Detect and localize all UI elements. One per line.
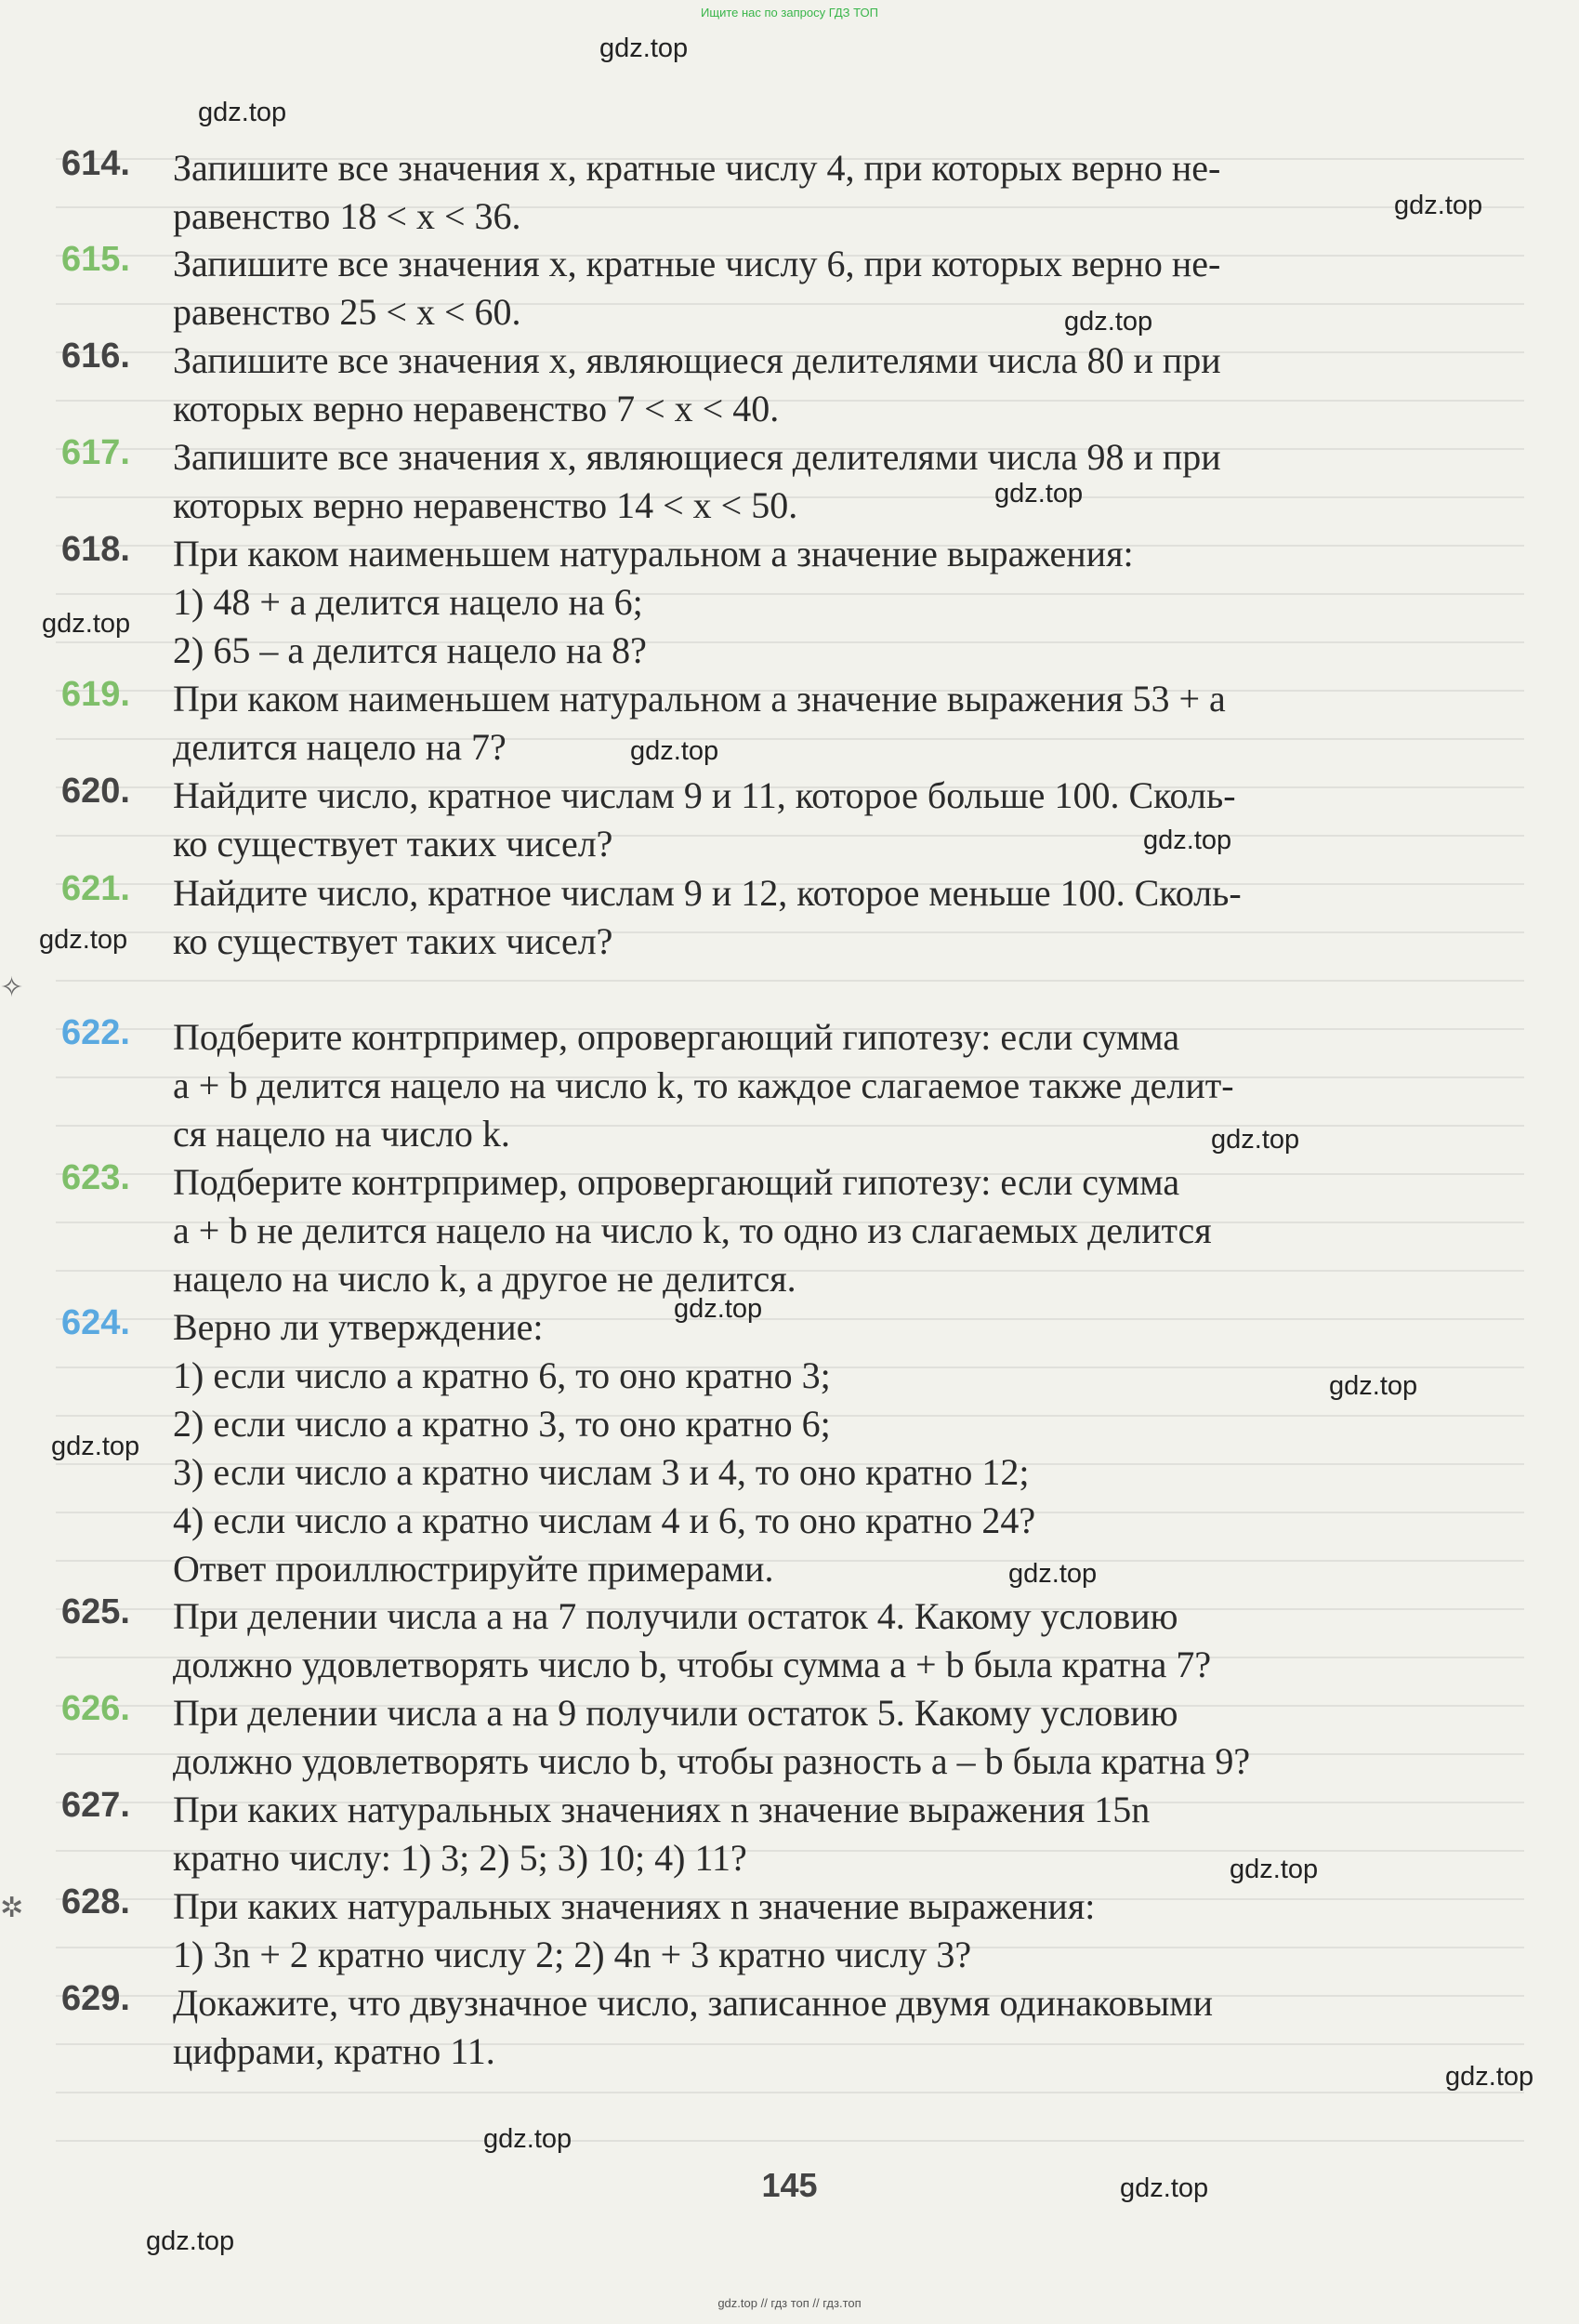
problem-text-line: 4) если число a кратно числам 4 и 6, то оно кратно 24? <box>173 1499 1036 1541</box>
problem-item <box>61 1303 1520 1593</box>
problem-text-line: Верно ли утверждение: <box>173 1306 544 1348</box>
problem-number: 619. <box>61 675 130 714</box>
problem-number: 629. <box>61 1979 130 2018</box>
problem-text-line: которых верно неравенство 7 < x < 40. <box>173 388 780 429</box>
problem-text-line: нацело на число k, а другое не делится. <box>173 1258 796 1300</box>
bottom-banner: gdz.top // гдз топ // гдз.топ <box>717 2296 862 2310</box>
watermark: gdz.top <box>1064 307 1153 337</box>
problem-text-line: ся нацело на число k. <box>173 1113 510 1155</box>
problem-text-line: Докажите, что двузначное число, записанное двумя одинаковыми <box>173 1982 1214 2024</box>
watermark: gdz.top <box>674 1294 763 1324</box>
watermark: gdz.top <box>483 2124 572 2154</box>
problem-number: 620. <box>61 772 130 811</box>
problem-text-line: При каких натуральных значениях n значение выражения: <box>173 1885 1096 1927</box>
problem-text-line: Запишите все значения x, являющиеся делителями числа 98 и при <box>173 436 1221 478</box>
problem-text-line: 3) если число a кратно числам 3 и 4, то оно кратно 12; <box>173 1451 1030 1493</box>
problem-item <box>61 433 1520 530</box>
problem-item <box>61 675 1520 772</box>
watermark: gdz.top <box>1230 1855 1319 1884</box>
watermark: gdz.top <box>51 1432 140 1461</box>
problem-text-line: Ответ проиллюстрируйте примерами. <box>173 1548 774 1590</box>
watermark: gdz.top <box>146 2226 235 2256</box>
problem-item <box>61 772 1520 868</box>
problem-number: 618. <box>61 530 130 569</box>
problem-item <box>61 1158 1520 1303</box>
watermark: gdz.top <box>1445 2062 1534 2092</box>
problem-number: 622. <box>61 1013 130 1052</box>
problem-number: 628. <box>61 1882 130 1921</box>
watermark: gdz.top <box>39 925 128 955</box>
watermark: gdz.top <box>599 33 689 63</box>
problem-item <box>61 1979 1520 2076</box>
problem-text-line: 1) 48 + a делится нацело на 6; <box>173 581 643 623</box>
problem-text-line: Запишите все значения x, кратные числу 6, при которых верно не- <box>173 243 1221 284</box>
watermark: gdz.top <box>1143 825 1232 855</box>
problem-text-line: цифрами, кратно 11. <box>173 2030 495 2072</box>
problem-text-line: должно удовлетворять число b, чтобы сумма a + b была кратна 7? <box>173 1644 1212 1685</box>
problem-text-line: При каком наименьшем натуральном a значение выражения: <box>173 533 1134 574</box>
problem-text-line: кратно числу: 1) 3; 2) 5; 3) 10; 4) 11? <box>173 1837 747 1879</box>
page-number: 145 <box>761 2166 818 2204</box>
margin-mark-1: ✧ <box>0 971 24 1004</box>
problem-text-line: Запишите все значения x, являющиеся делителями числа 80 и при <box>173 339 1221 381</box>
watermark: gdz.top <box>1120 2173 1209 2203</box>
watermark: gdz.top <box>630 736 719 766</box>
problem-text-line: Найдите число, кратное числам 9 и 11, которое больше 100. Сколь- <box>173 774 1236 816</box>
problem-number: 614. <box>61 144 130 183</box>
top-banner: Ищите нас по запросу ГДЗ ТОП <box>701 6 878 20</box>
problem-text-line: 1) если число a кратно 6, то оно кратно 3; <box>173 1354 831 1396</box>
problem-item <box>61 1592 1520 1689</box>
problem-text-line: ко существует таких чисел? <box>173 920 613 962</box>
watermark: gdz.top <box>1394 191 1483 220</box>
problem-number: 616. <box>61 337 130 376</box>
problem-text-line: a + b не делится нацело на число k, то одно из слагаемых делится <box>173 1209 1212 1251</box>
problem-text-line: 1) 3n + 2 кратно числу 2; 2) 4n + 3 кратно числу 3? <box>173 1934 972 1975</box>
problem-item <box>61 1882 1520 1979</box>
margin-mark-2: ✲ <box>0 1892 24 1924</box>
problem-text-line: 2) 65 – a делится нацело на 8? <box>173 629 647 671</box>
watermark: gdz.top <box>198 98 287 127</box>
problem-number: 623. <box>61 1158 130 1197</box>
problem-item <box>61 144 1520 241</box>
watermark: gdz.top <box>1008 1559 1098 1589</box>
problem-text-line: делится нацело на 7? <box>173 726 507 768</box>
problem-text-line: которых верно неравенство 14 < x < 50. <box>173 484 798 526</box>
problem-item <box>61 1689 1520 1786</box>
problem-text-line: При делении числа a на 7 получили остаток 4. Какому условию <box>173 1595 1178 1637</box>
problem-text-line: a + b делится нацело на число k, то каждое слагаемое также делит- <box>173 1064 1234 1106</box>
problem-number: 621. <box>61 869 130 908</box>
problem-text-line: равенство 25 < x < 60. <box>173 291 521 333</box>
problem-item <box>61 530 1520 675</box>
problem-text-line: При делении числа a на 9 получили остаток 5. Какому условию <box>173 1692 1178 1734</box>
problem-text-line: Подберите контрпример, опровергающий гипотезу: если сумма <box>173 1016 1180 1058</box>
problem-number: 627. <box>61 1786 130 1825</box>
watermark: gdz.top <box>994 479 1084 508</box>
watermark: gdz.top <box>42 609 131 639</box>
problem-text-line: Найдите число, кратное числам 9 и 12, которое меньше 100. Сколь- <box>173 872 1242 914</box>
watermark: gdz.top <box>1329 1371 1418 1401</box>
problem-number: 625. <box>61 1592 130 1631</box>
problem-text-line: При каких натуральных значениях n значение выражения 15n <box>173 1789 1151 1830</box>
problem-number: 617. <box>61 433 130 472</box>
problem-text-line: ко существует таких чисел? <box>173 823 613 865</box>
problem-text-line: При каком наименьшем натуральном a значение выражения 53 + a <box>173 678 1226 720</box>
problem-text-line: 2) если число a кратно 3, то оно кратно 6; <box>173 1403 831 1445</box>
problem-number: 615. <box>61 240 130 279</box>
problem-text-line: Запишите все значения x, кратные числу 4, при которых верно не- <box>173 147 1221 189</box>
problem-text-line: Подберите контрпример, опровергающий гипотезу: если сумма <box>173 1161 1180 1203</box>
problem-item <box>61 240 1520 337</box>
problem-number: 624. <box>61 1303 130 1342</box>
problem-item <box>61 869 1520 966</box>
watermark: gdz.top <box>1211 1125 1300 1155</box>
problem-text-line: равенство 18 < x < 36. <box>173 195 521 237</box>
problem-item <box>61 1013 1520 1158</box>
problem-text-line: должно удовлетворять число b, чтобы разность a – b была кратна 9? <box>173 1740 1251 1782</box>
problem-number: 626. <box>61 1689 130 1728</box>
problem-item <box>61 337 1520 433</box>
